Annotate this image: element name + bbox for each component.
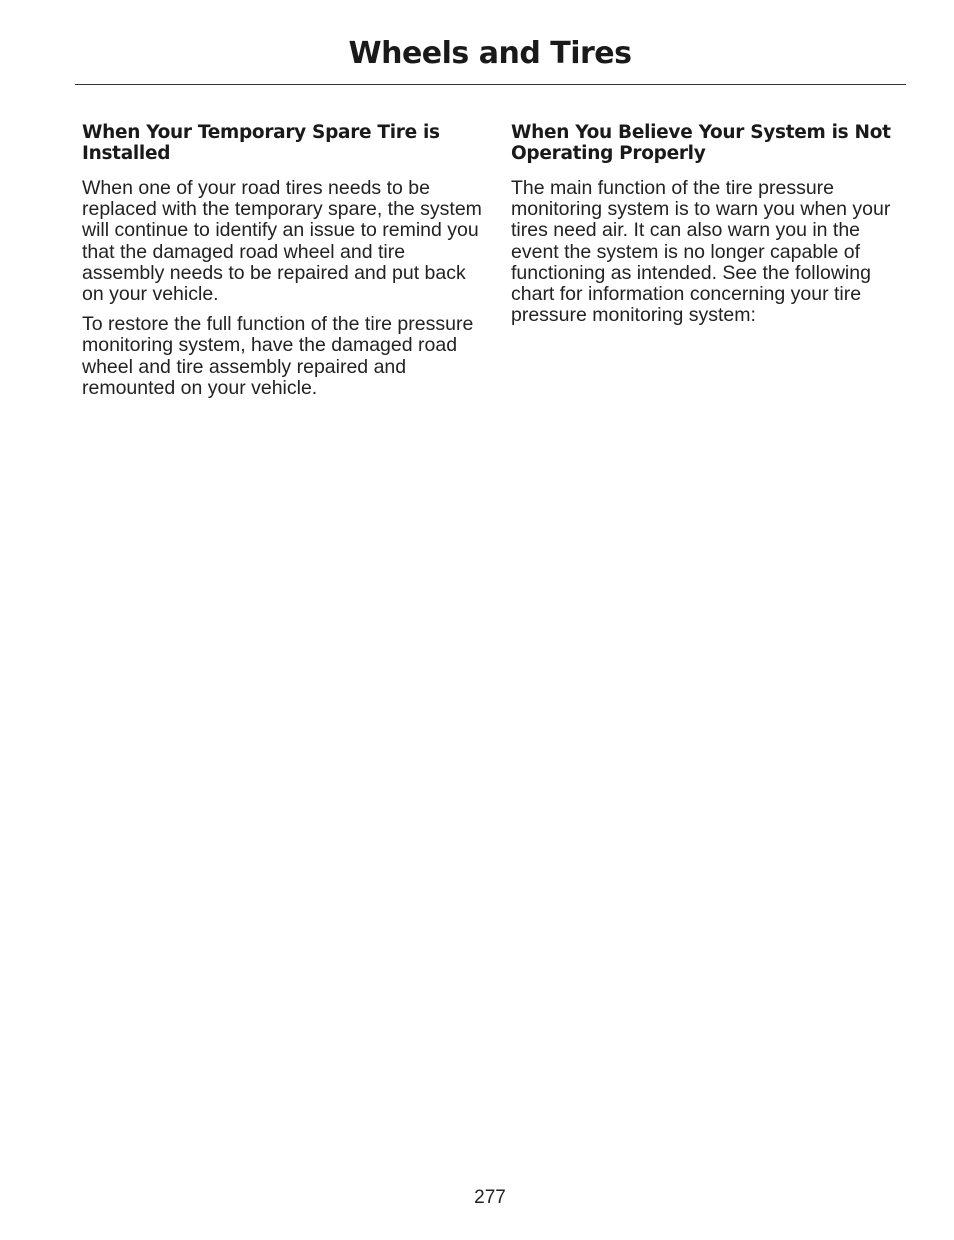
section-heading-temporary-spare: When Your Temporary Spare Tire is Installed — [82, 122, 440, 164]
paragraph-main-function: The main function of the tire pressure monitoring system is to warn you when your tires need air. It can also warn you in the event the system is no longer capable of functioning as intended. See the following chart for information concerning your tire pressure monitoring system: — [511, 177, 891, 327]
paragraph-restore-function: To restore the full function of the tire pressure monitoring system, have the damaged road wheel and tire assembly repaired and remounted on your vehicle. — [82, 313, 474, 399]
section-heading-system-not-operating: When You Believe Your System is Not Operating Properly — [511, 122, 891, 164]
right-column — [511, 122, 911, 335]
paragraph-spare-installed: When one of your road tires needs to be replaced with the temporary spare, the system will continue to identify an issue to remind you that the damaged road wheel and tire assembly needs to be repaired and put back on your vehicle. — [82, 177, 482, 306]
page-number: 277 — [474, 1187, 506, 1208]
left-column — [82, 122, 482, 408]
title-divider — [75, 84, 906, 85]
page-title: Wheels and Tires — [348, 36, 632, 71]
